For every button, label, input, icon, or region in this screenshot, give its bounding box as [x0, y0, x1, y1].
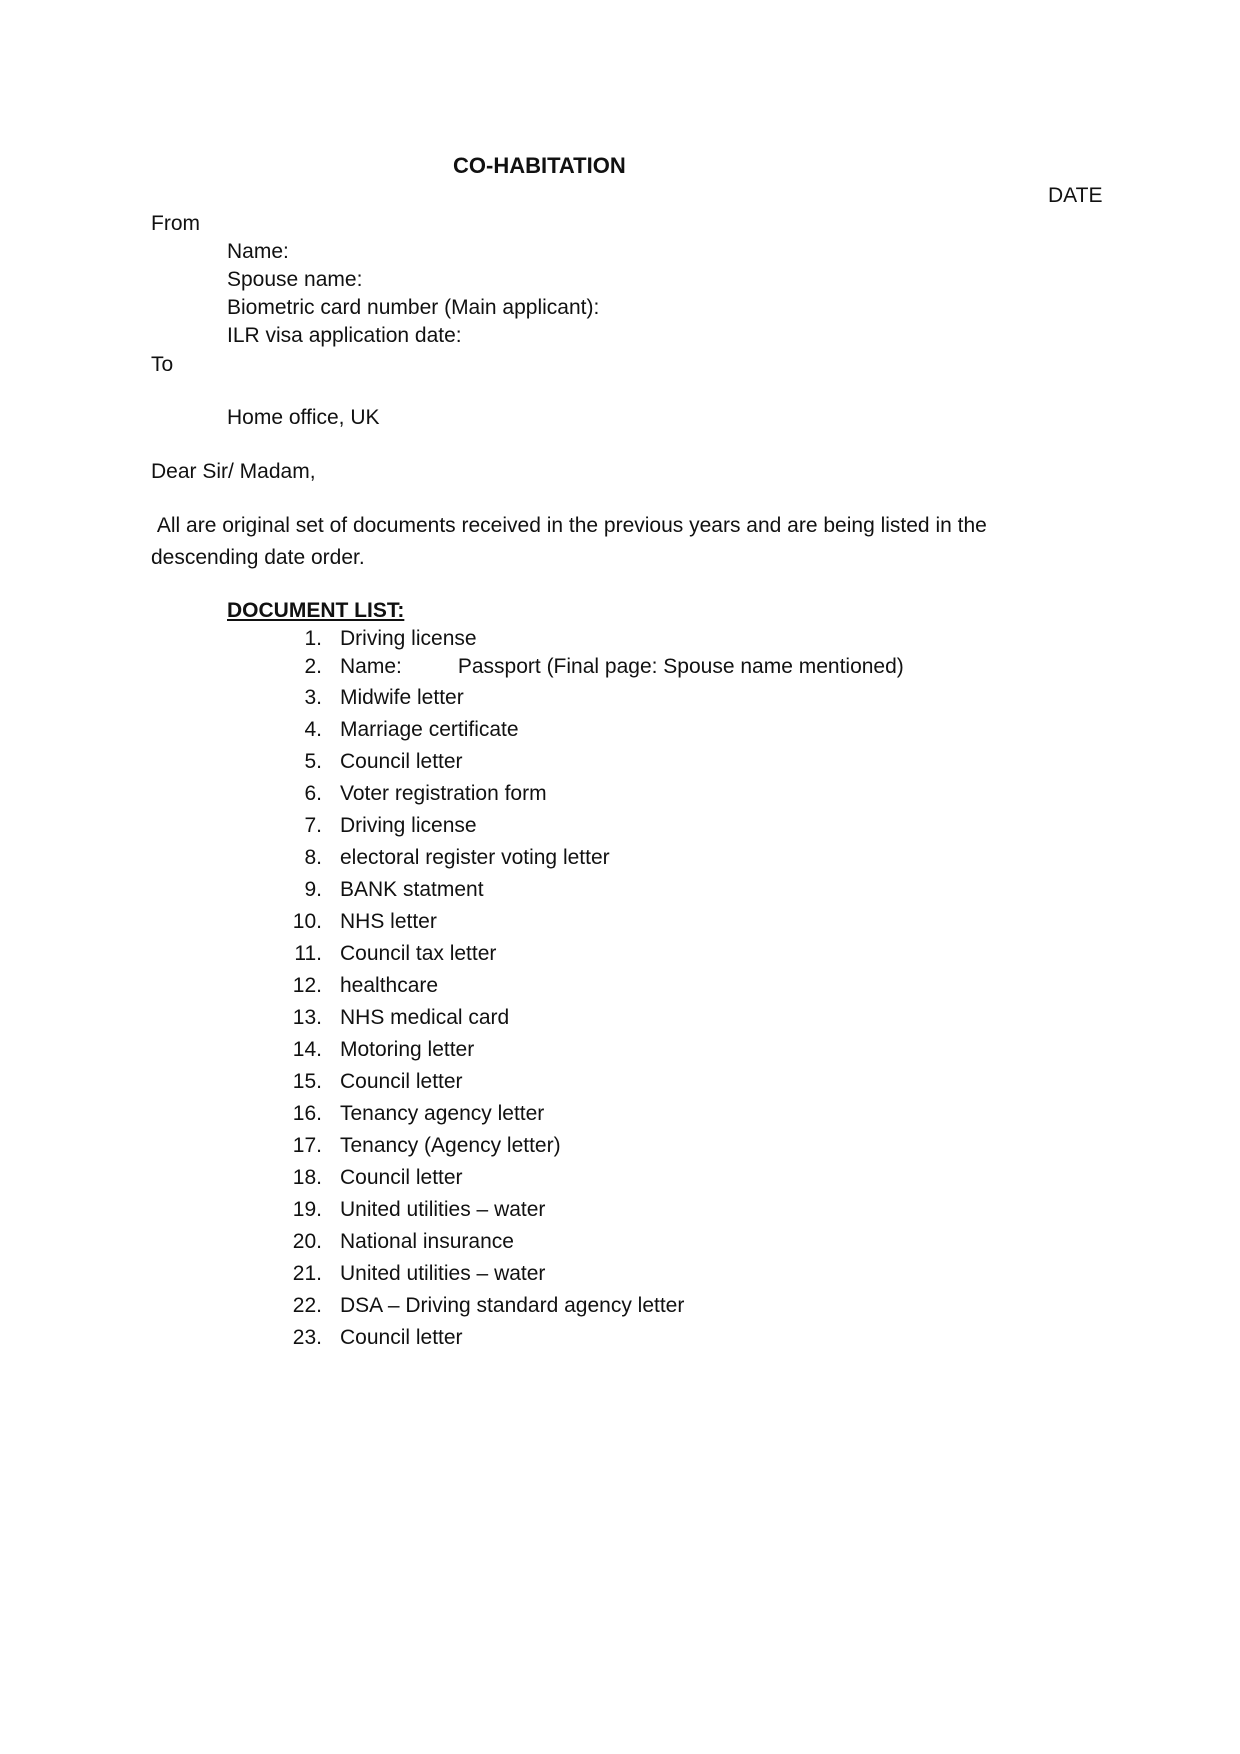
body-text: All are original set of documents received in the previous years and are being listed in the descending date order.	[151, 514, 987, 569]
list-item-text: Tenancy agency letter	[340, 1102, 545, 1125]
list-item-number: 11.	[294, 942, 322, 965]
list-item-text: Driving license	[340, 627, 477, 650]
list-item-number: 5.	[304, 750, 322, 773]
list-item-text-wrap	[340, 812, 477, 840]
list-item-text: NHS medical card	[340, 1006, 510, 1029]
list-item-number: 13.	[292, 1006, 322, 1029]
list-item-text-wrap	[340, 748, 463, 776]
list-item-text: NHS letter	[340, 910, 437, 933]
list-item-text-wrap	[340, 1004, 509, 1032]
to-label: To	[151, 353, 174, 376]
ilr-visa-date-field-label: ILR visa application date:	[227, 324, 462, 347]
list-item-text: Marriage certificate	[340, 718, 519, 741]
date-label: DATE	[1048, 184, 1103, 207]
list-item-text-wrap	[340, 684, 464, 712]
list-item-text: Council tax letter	[340, 942, 497, 965]
list-item-text-wrap	[340, 940, 496, 968]
list-item-text: Midwife letter	[340, 686, 464, 709]
list-item-number: 23.	[292, 1326, 322, 1349]
list-item-number: 10.	[292, 910, 322, 933]
list-item-number: 21.	[292, 1262, 322, 1285]
list-item-text-wrap	[340, 1260, 545, 1288]
list-item-number: 7.	[304, 814, 322, 837]
list-item-text-wrap	[340, 1324, 463, 1352]
list-item-text-wrap	[340, 876, 484, 904]
page-title: CO-HABITATION	[453, 153, 626, 178]
list-item-text-wrap	[340, 1132, 561, 1160]
list-item-text-wrap	[340, 1036, 474, 1064]
list-item-text: Motoring letter	[340, 1038, 475, 1061]
list-item-text-wrap	[340, 1196, 545, 1224]
list-item-number: 1.	[304, 627, 322, 650]
list-item-number: 19.	[292, 1198, 322, 1221]
list-item-text-wrap	[340, 653, 904, 681]
list-item-text-wrap	[340, 972, 438, 1000]
list-item-number: 2.	[304, 655, 322, 678]
list-item-text-wrap	[340, 844, 610, 872]
from-label: From	[151, 212, 200, 235]
list-item-text-wrap	[340, 780, 547, 808]
list-item-text-wrap	[340, 1068, 463, 1096]
recipient-address: Home office, UK	[227, 406, 380, 429]
list-item-text: National insurance	[340, 1230, 514, 1253]
list-item-number: 16.	[292, 1102, 322, 1125]
list-item-text: United utilities – water	[340, 1198, 546, 1221]
list-item-text: Council letter	[340, 1166, 463, 1189]
list-item-number: 15.	[292, 1070, 322, 1093]
list-item-text-wrap	[340, 716, 519, 744]
list-item-number: 14.	[292, 1038, 322, 1061]
spouse-name-field-label: Spouse name:	[227, 268, 363, 291]
list-item-text: Council letter	[340, 750, 463, 773]
list-item-text-wrap	[340, 908, 437, 936]
biometric-card-field-label: Biometric card number (Main applicant):	[227, 296, 600, 319]
list-item-text: Council letter	[340, 1326, 463, 1349]
list-item-number: 20.	[292, 1230, 322, 1253]
name-field-label: Name:	[227, 240, 289, 263]
list-item-text: Driving license	[340, 814, 477, 837]
list-item-text: healthcare	[340, 974, 439, 997]
salutation: Dear Sir/ Madam,	[151, 460, 316, 483]
list-item-number: 6.	[304, 782, 322, 805]
list-item-text-wrap	[340, 1164, 463, 1192]
list-item-prefix: Name:	[340, 655, 402, 678]
list-item-number: 8.	[304, 846, 322, 869]
list-item-number: 4.	[304, 718, 322, 741]
list-item-text: DSA – Driving standard agency letter	[340, 1294, 685, 1317]
list-item-text: Council letter	[340, 1070, 463, 1093]
list-item-text-wrap	[340, 625, 477, 653]
list-item-text-wrap	[340, 1292, 684, 1320]
list-item-text: electoral register voting letter	[340, 846, 610, 869]
list-item-text: BANK statment	[340, 878, 484, 901]
list-item-number: 9.	[304, 878, 322, 901]
list-item-number: 12.	[292, 974, 322, 997]
list-item-number: 18.	[292, 1166, 322, 1189]
document-list-heading: DOCUMENT LIST:	[227, 599, 405, 622]
list-item-text: Passport (Final page: Spouse name mentioned)	[457, 655, 904, 678]
list-item-text: Tenancy (Agency letter)	[340, 1134, 561, 1157]
list-item-number: 22.	[292, 1294, 322, 1317]
list-item-text: Voter registration form	[340, 782, 547, 805]
list-item-number: 17.	[292, 1134, 322, 1157]
list-item-number: 3.	[304, 686, 322, 709]
list-item-text-wrap	[340, 1100, 544, 1128]
list-item-text-wrap	[340, 1228, 514, 1256]
list-item-text: United utilities – water	[340, 1262, 546, 1285]
